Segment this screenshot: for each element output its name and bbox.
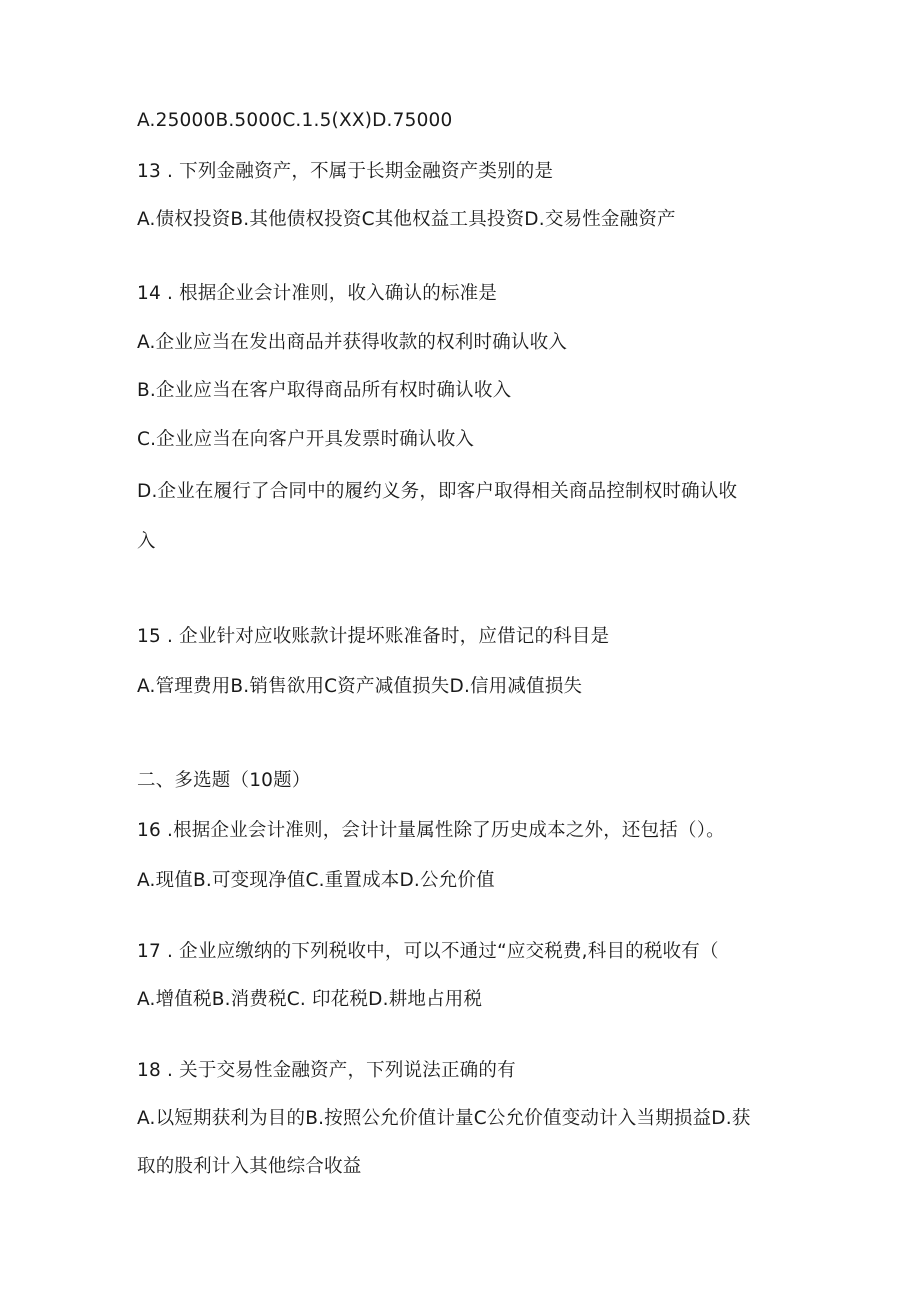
q17-options: A.增值税B.消费税C. 印花税D.耕地占用税	[137, 989, 483, 1010]
q17-question: 17 . 企业应缴纳的下列税收中，可以不通过“应交税费,科目的税收有（	[137, 941, 719, 962]
q14-question: 14 . 根据企业会计准则，收入确认的标准是	[137, 283, 498, 304]
q12-options: A.25000B.5000C.1.5(XX)D.75000	[137, 110, 453, 131]
q15-options: A.管理费用B.销售欲用C资产减值损失D.信用减值损失	[137, 676, 583, 697]
q14-option-c: C.企业应当在向客户开具发票时确认收入	[137, 429, 475, 450]
q18-options-cont: 取的股利计入其他综合收益	[137, 1156, 362, 1177]
q16-question: 16 .根据企业会计准则，会计计量属性除了历史成本之外，还包括（）。	[137, 820, 725, 841]
q16-options: A.现值B.可变现净值C.重置成本D.公允价值	[137, 870, 495, 891]
q14-option-b: B.企业应当在客户取得商品所有权时确认收入	[137, 380, 512, 401]
q13-options: A.债权投资B.其他债权投资C其他权益工具投资D.交易性金融资产	[137, 209, 676, 230]
q13-question: 13 . 下列金融资产，不属于长期金融资产类别的是	[137, 161, 554, 182]
q18-question: 18 . 关于交易性金融资产，下列说法正确的有	[137, 1060, 516, 1081]
q14-option-d-cont: 入	[137, 531, 156, 552]
section-heading: 二、多选题（10题）	[137, 770, 311, 791]
q18-options: A.以短期获利为目的B.按照公允价值计量C公允价值变动计入当期损益D.获	[137, 1108, 751, 1129]
q14-option-a: A.企业应当在发出商品并获得收款的权利时确认收入	[137, 332, 568, 353]
q14-option-d: D.企业在履行了合同中的履约义务，即客户取得相关商品控制权时确认收	[137, 481, 738, 502]
q15-question: 15 . 企业针对应收账款计提坏账准备时，应借记的科目是	[137, 626, 610, 647]
